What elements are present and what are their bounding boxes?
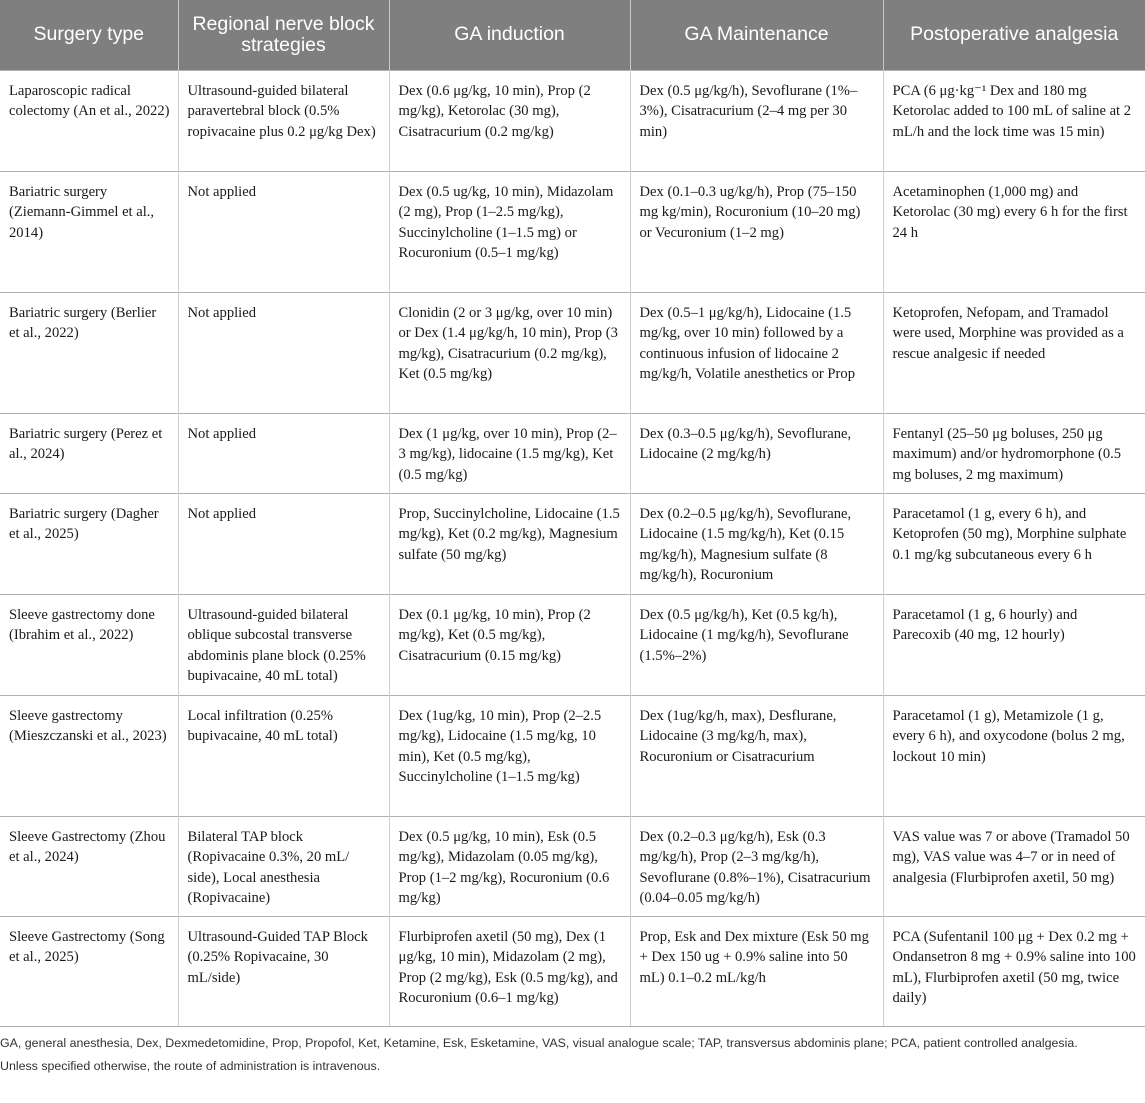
cell-postoperative-analgesia: Acetaminophen (1,000 mg) and Ketorolac (30 mg) every 6 h for the first 24 h xyxy=(883,171,1145,292)
header-surgery-type: Surgery type xyxy=(0,0,178,70)
header-ga-induction: GA induction xyxy=(389,0,630,70)
cell-surgery-type: Sleeve Gastrectomy (Song et al., 2025) xyxy=(0,916,178,1026)
table-row xyxy=(0,695,1145,816)
table-row xyxy=(0,70,1145,171)
route-footnote: Unless specified otherwise, the route of administration is intravenous. xyxy=(0,1058,381,1073)
header-postoperative-analgesia: Postoperative analgesia xyxy=(883,0,1145,70)
cell-ga-induction: Flurbiprofen axetil (50 mg), Dex (1 μg/kg, 10 min), Midazolam (2 mg), Prop (2 mg/kg), Esk (0.5 mg/kg), and Rocuronium (0.6–1 mg/kg) xyxy=(389,916,630,1026)
cell-postoperative-analgesia: PCA (Sufentanil 100 μg + Dex 0.2 mg + Ondansetron 8 mg + 0.9% saline into 100 mL), Flurbiprofen axetil (50 mg, twice daily) xyxy=(883,916,1145,1026)
cell-ga-maintenance: Dex (0.3–0.5 μg/kg/h), Sevoflurane, Lidocaine (2 mg/kg/h) xyxy=(630,413,883,493)
cell-surgery-type: Sleeve Gastrectomy (Zhou et al., 2024) xyxy=(0,816,178,916)
cell-nerve-block: Not applied xyxy=(178,171,389,292)
table-body xyxy=(0,70,1145,1026)
cell-surgery-type: Sleeve gastrectomy done (Ibrahim et al., 2022) xyxy=(0,594,178,695)
cell-surgery-type: Bariatric surgery (Perez et al., 2024) xyxy=(0,413,178,493)
cell-nerve-block: Local infiltration (0.25% bupivacaine, 40 mL total) xyxy=(178,695,389,816)
cell-postoperative-analgesia: VAS value was 7 or above (Tramadol 50 mg), VAS value was 4–7 or in need of analgesia (Flurbiprofen axetil, 50 mg) xyxy=(883,816,1145,916)
table-row xyxy=(0,594,1145,695)
header-regional-nerve-block: Regional nerve block strategies xyxy=(178,0,389,70)
cell-nerve-block: Not applied xyxy=(178,493,389,594)
cell-ga-maintenance: Dex (0.5 μg/kg/h), Sevoflurane (1%–3%), Cisatracurium (2–4 mg per 30 min) xyxy=(630,70,883,171)
cell-ga-induction: Clonidin (2 or 3 μg/kg, over 10 min) or Dex (1.4 μg/kg/h, 10 min), Prop (3 mg/kg), Cisatracurium (0.2 mg/kg), Ket (0.5 mg/kg) xyxy=(389,292,630,413)
cell-nerve-block: Bilateral TAP block (Ropivacaine 0.3%, 20 mL/ side), Local anesthesia (Ropivacaine) xyxy=(178,816,389,916)
cell-ga-maintenance: Dex (0.1–0.3 ug/kg/h), Prop (75–150 mg kg/min), Rocuronium (10–20 mg) or Vecuronium (1–2 mg) xyxy=(630,171,883,292)
cell-surgery-type: Laparoscopic radical colectomy (An et al., 2022) xyxy=(0,70,178,171)
cell-postoperative-analgesia: PCA (6 μg·kg⁻¹ Dex and 180 mg Ketorolac added to 100 mL of saline at 2 mL/h and the lock time was 15 min) xyxy=(883,70,1145,171)
cell-surgery-type: Bariatric surgery (Berlier et al., 2022) xyxy=(0,292,178,413)
cell-nerve-block: Not applied xyxy=(178,413,389,493)
table-footnotes xyxy=(0,1027,1145,1076)
cell-postoperative-analgesia: Ketoprofen, Nefopam, and Tramadol were used, Morphine was provided as a rescue analgesic if needed xyxy=(883,292,1145,413)
cell-ga-induction: Dex (0.5 μg/kg, 10 min), Esk (0.5 mg/kg), Midazolam (0.05 mg/kg), Prop (1–2 mg/kg), Rocuronium (0.6 mg/kg) xyxy=(389,816,630,916)
header-ga-maintenance: GA Maintenance xyxy=(630,0,883,70)
cell-postoperative-analgesia: Paracetamol (1 g), Metamizole (1 g, every 6 h), and oxycodone (bolus 2 mg, lockout 10 min) xyxy=(883,695,1145,816)
cell-ga-maintenance: Dex (0.2–0.3 μg/kg/h), Esk (0.3 mg/kg/h), Prop (2–3 mg/kg/h), Sevoflurane (0.8%–1%), Cisatracurium (0.04–0.05 mg/kg/h) xyxy=(630,816,883,916)
cell-ga-maintenance: Prop, Esk and Dex mixture (Esk 50 mg + Dex 150 ug + 0.9% saline into 50 mL) 0.1–0.2 mL/kg/h xyxy=(630,916,883,1026)
cell-ga-induction: Dex (0.1 μg/kg, 10 min), Prop (2 mg/kg), Ket (0.5 mg/kg), Cisatracurium (0.15 mg/kg) xyxy=(389,594,630,695)
cell-ga-induction: Dex (1ug/kg, 10 min), Prop (2–2.5 mg/kg), Lidocaine (1.5 mg/kg, 10 min), Ket (0.5 mg/kg), Succinylcholine (1–1.5 mg/kg) xyxy=(389,695,630,816)
table-row xyxy=(0,916,1145,1026)
table-row xyxy=(0,493,1145,594)
cell-surgery-type: Sleeve gastrectomy (Mieszczanski et al., 2023) xyxy=(0,695,178,816)
cell-surgery-type: Bariatric surgery (Dagher et al., 2025) xyxy=(0,493,178,594)
cell-ga-induction: Prop, Succinylcholine, Lidocaine (1.5 mg/kg), Ket (0.2 mg/kg), Magnesium sulfate (50 mg/kg) xyxy=(389,493,630,594)
cell-ga-maintenance: Dex (1ug/kg/h, max), Desflurane, Lidocaine (3 mg/kg/h, max), Rocuronium or Cisatracurium xyxy=(630,695,883,816)
cell-ga-induction: Dex (1 μg/kg, over 10 min), Prop (2–3 mg/kg), lidocaine (1.5 mg/kg), Ket (0.5 mg/kg) xyxy=(389,413,630,493)
abbreviations-footnote: GA, general anesthesia, Dex, Dexmedetomidine, Prop, Propofol, Ket, Ketamine, Esk, Esketamine, VAS, visual analogue scale; TAP, transversus abdominis plane; PCA, patient controlled analgesia. xyxy=(0,1035,1078,1050)
cell-ga-maintenance: Dex (0.5 μg/kg/h), Ket (0.5 kg/h), Lidocaine (1 mg/kg/h), Sevoflurane (1.5%–2%) xyxy=(630,594,883,695)
cell-ga-maintenance: Dex (0.5–1 μg/kg/h), Lidocaine (1.5 mg/kg, over 10 min) followed by a continuous infusion of lidocaine 2 mg/kg/h, Volatile anesthetics or Prop xyxy=(630,292,883,413)
table-header xyxy=(0,0,1145,70)
table-row xyxy=(0,171,1145,292)
cell-ga-induction: Dex (0.5 ug/kg, 10 min), Midazolam (2 mg), Prop (1–2.5 mg/kg), Succinylcholine (1–1.5 mg) or Rocuronium (0.5–1 mg/kg) xyxy=(389,171,630,292)
header-row xyxy=(0,0,1145,70)
cell-nerve-block: Not applied xyxy=(178,292,389,413)
cell-postoperative-analgesia: Paracetamol (1 g, every 6 h), and Ketoprofen (50 mg), Morphine sulphate 0.1 mg/kg subcutaneous every 6 h xyxy=(883,493,1145,594)
cell-postoperative-analgesia: Fentanyl (25–50 μg boluses, 250 μg maximum) and/or hydromorphone (0.5 mg boluses, 2 mg maximum) xyxy=(883,413,1145,493)
table-row xyxy=(0,292,1145,413)
cell-nerve-block: Ultrasound-guided bilateral oblique subcostal transverse abdominis plane block (0.25% bupivacaine, 40 mL total) xyxy=(178,594,389,695)
table-row xyxy=(0,413,1145,493)
cell-postoperative-analgesia: Paracetamol (1 g, 6 hourly) and Parecoxib (40 mg, 12 hourly) xyxy=(883,594,1145,695)
cell-surgery-type: Bariatric surgery (Ziemann-Gimmel et al., 2014) xyxy=(0,171,178,292)
cell-nerve-block: Ultrasound-Guided TAP Block (0.25% Ropivacaine, 30 mL/side) xyxy=(178,916,389,1026)
table-row xyxy=(0,816,1145,916)
cell-ga-induction: Dex (0.6 μg/kg, 10 min), Prop (2 mg/kg), Ketorolac (30 mg), Cisatracurium (0.2 mg/kg) xyxy=(389,70,630,171)
cell-nerve-block: Ultrasound-guided bilateral paravertebral block (0.5% ropivacaine plus 0.2 μg/kg Dex) xyxy=(178,70,389,171)
cell-ga-maintenance: Dex (0.2–0.5 μg/kg/h), Sevoflurane, Lidocaine (1.5 mg/kg/h), Ket (0.15 mg/kg/h), Magnesium sulfate (8 mg/kg/h), Rocuronium xyxy=(630,493,883,594)
